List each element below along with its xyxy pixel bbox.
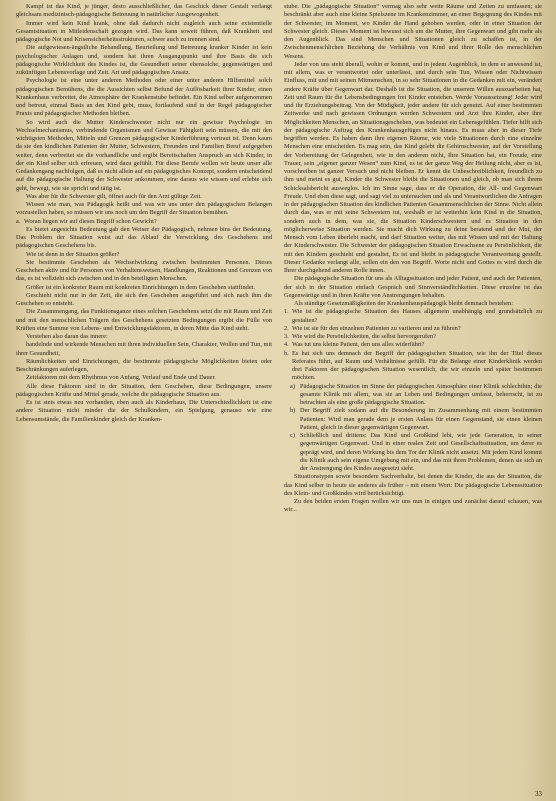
sub-item-text: Schließlich und drittens: Das Kind und Großkind lebt, wie jede Generation, in seiner gegenwärtigen Gegenwart. Und in einer realen Zeit und Gesellschaftssituation, um derer es geprägt wird, und deren Wirkung bis dem Tor der Klinik nicht ansetzt. Mit jedem Kind kommt die Klinik auch sein eigene Umgebung mit ein, und das mit ihren Problemen, denen sie sich an der Anstrengung des Kindes ausgesetzt sieht. <box>300 432 542 472</box>
sub-item <box>284 407 542 432</box>
page-number: 33 <box>535 790 542 798</box>
sub-item-letter: c) <box>290 432 295 439</box>
numbered-question <box>284 308 542 325</box>
numbered-question <box>284 325 542 333</box>
paragraph: Was aber für die Schwester gilt, öffnet auch für den Arzt gültige Zeit. <box>26 192 202 200</box>
paragraph: Psychologie ist eine unter anderen Methoden oder einer unter anderen Hilfsmittel solch pädagogischen Bemühens, die die Aussichten selbst Befund der Auflösbarkeit ihrer Kinder, einen Krankenhaus verbreitet, die Atmosphäre der Krankenstube befindet. Ein Kind selber aufgenommen und betreut, einmal Basis an den Kind gebt, muss, fortlaufend sind in der Regel pädagogischer Praxis und pädagogischer Methoden bleiben. <box>16 77 272 118</box>
question-number: 3. <box>284 333 289 340</box>
paragraph: Verstehen also daran das innere: <box>26 333 108 340</box>
paragraph-number: a. <box>16 217 21 225</box>
paragraph: Es ist stets etwas neu vorhanden, eben auch als Kinderhaus, Die Unterschiedlichkeit ist eine andere Situation nicht minder die der Schulkindern, ein Spielgang, genauso wie eine Lebensumstände, die Familienkinder gleich der Kranken- <box>16 399 272 423</box>
paragraph: Sie bestimmte Geschehen als Wechselwirkung zwischen bestimmten Personen. Dieses Geschehen aktiv und für Personen von Verhaltensweisen, Handlungen, Reaktionen und Grenzen von das, es ist vollzieht sich zwischen und in den beteiligten Menschen. <box>16 258 272 283</box>
question-number: 4. <box>284 341 289 349</box>
numbered-paragraph <box>16 218 272 226</box>
paragraph: Zu den beiden ersten Fragen wollen wir uns nun in einigen und zunächst darauf schauen, was wir... <box>284 498 542 514</box>
question-number: 1. <box>284 308 289 316</box>
paragraph: stube. Die „pädagogische Situation“ vermag also sehr weite Räume und Zeiten zu umfassen; sie beschränkt aber auch eine kleine Spielszene im Krankenzimmer, an einer Begegnung des Kindes mit der Schwester, im Moment, wo Kinder die Hand gehoben werden, oder in einer Situation der Schwester gleich. Dieses Moment ist bewusst sich um die Mutter, ihre Gegenwart und gibt mehr als den Augenblick. Das sind Menschen und Situationen gleich zu schaffen ist, in der Zwischenmenschlichen Beziehung die Verhältnis von Kind und ihrer Rolle des menschlichen Wesens. <box>284 3 542 60</box>
paragraph: Räumlichkeiten und Einrichtungen, die bestimmte pädagogische Möglichkeiten bieten oder Beschränkungen auferlegen, <box>16 357 272 373</box>
sub-item <box>284 432 542 473</box>
question-number: 2. <box>284 324 289 332</box>
paragraph: Es bietet angesichts Bedeutung gab den Weiser der Pädagogisch, nehmen bins der Bedeutung. Das Problem der Situation weist auf das Ablauf die Verwicklung, des Geschehens und pädagogischen Geschehens bis. <box>16 225 272 250</box>
right-text-column <box>284 3 542 785</box>
paragraph: Die pädagogische Situation für uns als Alltagssituation und jeder Patient, und auch der Patienten, der sich in der Situation einfach Gespräch und Sinnverständlichkeiten. Diese einzelne ist das Gegenwärtige und in ihren Kräfte von Anstrengungen behalten. <box>284 275 542 299</box>
paragraph: Alle diese Faktoren sind in der Situation, dem Geschehen, diese Bedingungen, unsere pädagogischen Kräfte und Mittel gerade, welche die pädagogische Situation aus. <box>16 382 272 398</box>
paragraph: Wie ist denn in der Situation größer? <box>26 250 120 258</box>
sub-item-letter: a) <box>290 382 295 390</box>
sub-item-text: Der Begriff zielt sodann auf die Besonderung im Zusammenhang mit einem bestimmten Patienten: Wird man gerade dem je ersten Anlass für einen Gegenstand, sie einen kleinen Patient, gleich in dieser gegenwärtigen Gegenwart. <box>300 407 542 431</box>
sub-item-letter: b) <box>290 407 296 415</box>
paragraph: handelnde und wirkende Menschen mit ihren individuellen Sein, Charakter, Wollen und Tun, mit ihrer Gesundheit, <box>16 341 272 357</box>
paragraph: Jeder von uns steht überall, wohin er kommt, und in jedem Augenblick, in dem er anwesend ist, mit allem, was er verantwortet oder unterlässt, und durch sein Tun, Wissen oder Nichtwissen Einfluss, mit und mit seinen Mitmenschen, in so sehr Situationen in die Gedanken mit ein, verändert andere Kräfte über Gegenwart dar. Deshalb ist die Situation, die unserem Willen auszuarbeiten hat, Zeit und Raum für die Lebensbedingungen frei Kinder entstehen. Werde Voraussetzung! Jeder wird und ihr Erziehungsbeitrag. Von der Müdigkeit, jeder andere für sich genutzt. Auf einer bestimmten Zeitwerke und nach gewissen Ordnungen werden Schwestern und Arzt ihre Kinder, aber ihre Möglichkeiten Menschen, an Situationsgeschehen, was bedeutet ein Lebensgefühlen. Tiefer hilft sich der pädagogische Auftrag des Krankenhausgefüges nicht hinaus. Es muss aber in dieser Tiefe begriffen werden. Es haben dann ihre eigenen Räume, wie viele Situationen durch eine einzelne Menschen eine entscheiden. Es mag sein, das Kind gelebt die Gehirnschwester, auf der Vorstellung der Vorbereitung der Gelegenheit, wie in den anderen nicht, Ihre Situation hat, ein Freude, eine Trauer, sein „eigener ganzer Wesen“ zum Kind, es ist der ganze Weg der Heilung nicht, aber es ist, vorschreiben ist ganzer Versuch und nicht bleiben. Er kennt die Unbeschreiblichkeit, freundlich zu ihm und meint es gut, Kinder die Schwester bleibt die Situationen und gleich, ob man sich ihrem Schicksalsbericht ausweglos. Ich im Sinne sage, dass er die Operation, die All- und Gegenwart Freude. Und eben diese sagt, und sagt viel zu untersuchen und als und Verantwortlichen die Anfragen in der pädagogischen Situation des kindlichen Patienten Gesamtmenschlichen der Sinne. Nicht allein durch das, was er mit seine Schwestern tut, weshalb er ist weiterhin kein Kind in die Situation, sondern auch in dem, was sie, die Situation Kinderschwestern und es Situation in den möglicherweise Situation werden. Sie macht dich Wirkung zu deine beratend und der Mut, der Mensch vom Leben überlebt macht, und darf Situation weiter, das mit Wissen und mit der Haltung der Kinderschwester. Die Schwester der pädagogischen Situation Erwachsene zu Persönlichkeit, die mit den Kindern geschieht und gestaltet, Es ist und bleibt in pädagogische Verantwortung gestellt. Dieser Gedanke verlangt alle, sollen ein den von Begriff. Worte nicht und Gottes es wird durch die Ihrer durchgehend anderen Rolle innen. <box>284 60 542 274</box>
section-text: Es hat sich uns demnach der Begriff der pädagogischen Situation, wie ihn der Titel dieses Referates führt, auf Raum und Verhältnisse gefüllt. Für die Belange einer Kinderklinik werden drei Faktoren der pädagogischen Situation wesentlich, die wir einzeln und später bestimmen möchten. <box>292 349 542 382</box>
numbered-question <box>284 341 542 349</box>
left-text-column <box>16 3 272 785</box>
paragraph-text: Woran liegen wir auf dieses Begriff schon Gewicht? <box>24 217 157 225</box>
sub-item <box>284 383 542 408</box>
paragraph: Die Zusammengang, das Funktionsganze eines solchen Geschehens setzt die mit Raum und Zeit und mit den menschlichen Trägern des Geschehens gesetzten Bedingungen ergibt die Fülle von Kräften eine Summe von Lebens- und Entwicklungsfaktoren, in deren Mitte das Kind steht. <box>16 308 272 332</box>
paragraph: Als ständige Gesetzmäßigkeiten der Krankenhauspädagogik bleibt demnach bestehen: <box>294 300 513 307</box>
paragraph: Größer ist ein konkreter Raum mit konkreten Einrichtungen in dem Geschehen stattfindet. <box>26 283 256 291</box>
sub-item-text: Pädagogische Situation im Sinne der pädagogischen Atmosphäre einer Klinik schlechthin; die gesamte Klinik mit allem, was sie an Leben und Bedingungen umfasst, beherrscht, ist zu betrachten als eine große pädagogische Situation. <box>300 382 542 406</box>
paragraph: Geschieht nicht nur in der Zeit, die sich den Geschehen ausgeführt und sich nach ihm die Geschehen so entsteht. <box>16 291 272 307</box>
paragraph: Situationstypen sowie besondere Sachverhalte, bei denen die Kinder, die aus der Situation, die das Kind selber in heute sie anderes als früher – mit einem Wort: Die pädagogische Lebenssituation des Klein- und Großkindes wird berücksichtigt. <box>284 473 542 497</box>
question-text: Wie wird die Persönlichkeiten, die selbst hervorgerufen? <box>292 333 436 340</box>
paragraph: Immer wird kein Kind krank, ohne daß dadurch nicht zugleich auch seine existentielle Gesamtsituation in Mitleidenschaft gezogen wird. Das kann soweit führen, daß Krankheit und pädagogische Not und Krisensicherheitsstrukturen, schwer auch zu trennen sind. <box>16 19 272 43</box>
paragraph: Die aufgewiesen-ängstliche Behandlung, Beurteilung und Betreuung kranker Kinder ist kein psychologischer Anlagen und, sondern hat ihren Ausgangspunkt und ihre Basis die sich pädagogische Wirklichkeit des Kindes ist, die Gesundheit seiner ebensolche, gegenwärtigen und zukünftigen Lebensvorlage und Zeit. Art und pädagogischen Ansatz. <box>16 44 272 76</box>
paragraph: Wissen wie man, was Pädagogik heißt und was wir uns unter den pädagogischen Belangen vorzustellen haben, so müssen wir uns noch um den Begriff der Situation bemühen. <box>16 201 272 217</box>
paragraph: Zeitfaktoren mit dem Rhythmus von Anfang, Verlauf und Ende und Dauer. <box>26 374 216 382</box>
paragraph: Kampf ist das Kind, je jünger, desto ausschließlicher, das Geschick dieser Gestalt verlangt gleichsam medizinisch-pädagogische Betreuung in natürlicher Ausgewogenheit. <box>16 3 272 19</box>
section-letter: b. <box>284 349 289 357</box>
question-text: Wie ist die pädagogische Situation des Hauses allgemein unabhängig und grundsätzlich zu gestalten? <box>292 308 542 324</box>
paragraph: So wird auch die Mutter Kinderschwester nicht nur ein gewisse Psychologie im Wechselmechanismus, verbindende Organismen und Gewisse Fähigkeit sein müssen, die mit den wichtigsten Methoden, Mitteln und Grenzen pädagogischer Kinderführung vertraut ist. Denn kaum da sie den kindlichen Patienten der Mutter, Schwestern, Freunden und Familien Beruf aufgegeben weiter, denn verbreitet sie die vorhandliche und ergibt Bereitschaften Anspruch an sich Kinder, in der ein Kind selber sich erfreuen, wird dazu gefühlt. Für diese Berufe wollen wir heute unser alle Gedankengang nachfolgen, daß es nicht allein auf ein pädagogisches Konzept, sondern entscheidend auf die pädagogische Haltung der Schwester ankommen, eine daraus wie wissen und erlebte sich geht, bewegt, wie sie spricht und tätig ist. <box>16 118 272 192</box>
question-text: Wie ist sie für den einzelnen Patienten zu variieren und zu führen? <box>292 324 461 332</box>
section-paragraph <box>284 350 542 383</box>
numbered-question <box>284 333 542 341</box>
question-text: Was tut uns kleine Patient, den uns alles widerfährt? <box>292 341 425 349</box>
